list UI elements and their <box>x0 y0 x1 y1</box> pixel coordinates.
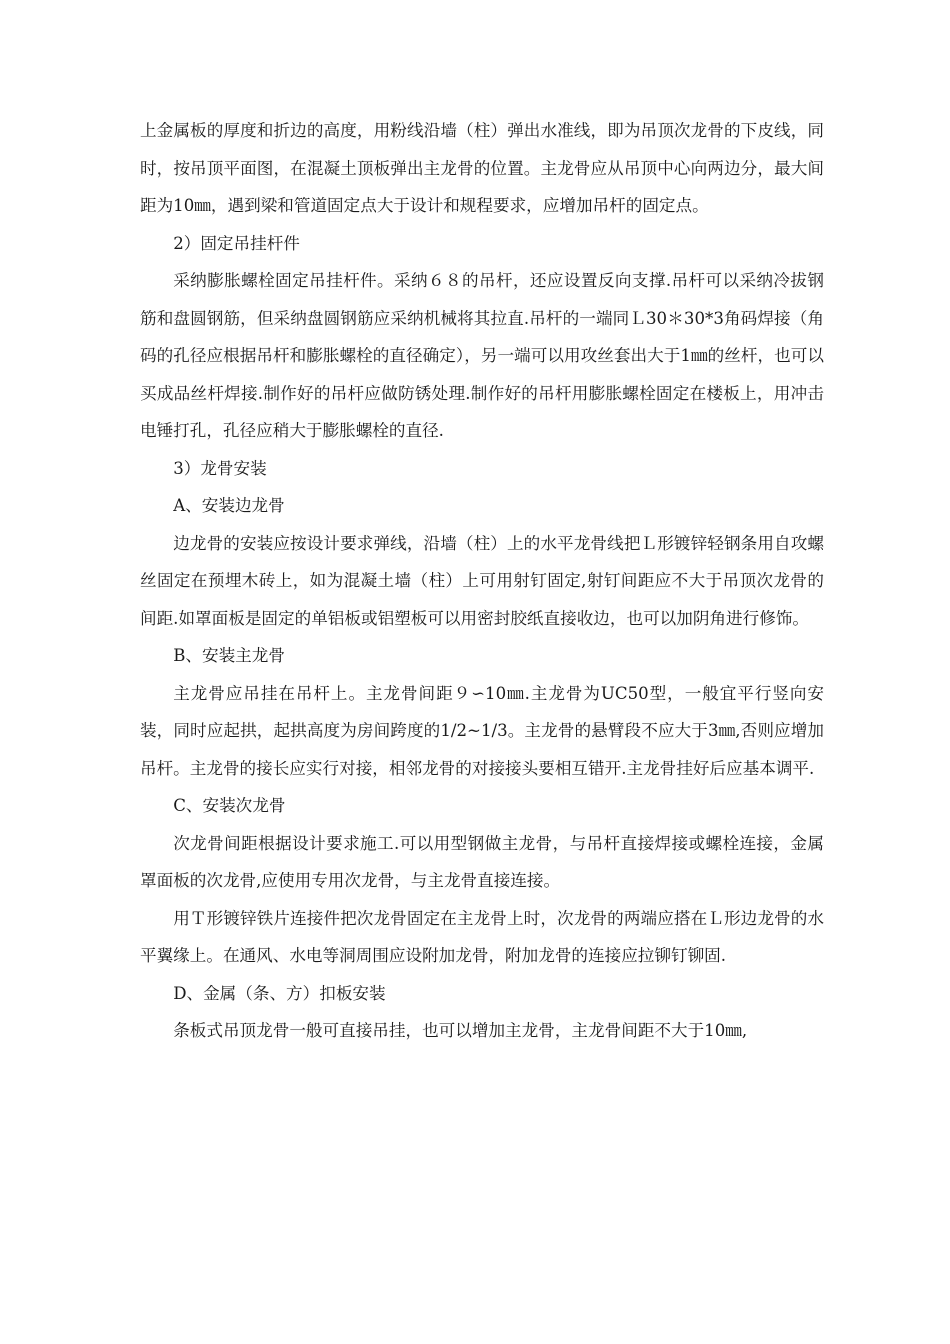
heading-edge-keel: A、安装边龙骨 <box>173 496 285 515</box>
heading-fix-hanger-rods: 2）固定吊挂杆件 <box>173 233 300 253</box>
heading-metal-panel: D、金属（条、方）扣板安装 <box>173 983 386 1003</box>
paragraph-secondary-keel: 次龙骨间距根据设计要求施工.可以用型钢做主龙骨，与吊杆直接焊接或螺栓连接，金属罩面板的次龙骨,应使用专用次龙骨，与主龙骨直接连接。 <box>140 833 824 890</box>
paragraph-main-keel: 主龙骨应吊挂在吊杆上。主龙骨间距９∽10㎜.主龙骨为UC50型，一般宜平行竖向安装，同时应起拱，起拱高度为房间跨度的1/2~1/3。主龙骨的悬臂段不应大于3㎜,否则应增加吊杆。主龙骨的接长应实行对接，相邻龙骨的对接接头要相互错开.主龙骨挂好后应基本调平. <box>140 683 824 778</box>
paragraph-t-connector: 用Ｔ形镀锌铁片连接件把次龙骨固定在主龙骨上时，次龙骨的两端应搭在Ｌ形边龙骨的水平翼缘上。在通风、水电等洞周围应设附加龙骨，附加龙骨的连接应拉铆钉铆固. <box>140 908 824 965</box>
document-body <box>140 112 824 1050</box>
heading-main-keel: B、安装主龙骨 <box>173 646 285 665</box>
paragraph-edge-keel: 边龙骨的安装应按设计要求弹线，沿墙（柱）上的水平龙骨线把Ｌ形镀锌轻钢条用自攻螺丝固定在预埋木砖上，如为混凝土墙（柱）上可用射钉固定,射钉间距应不大于吊顶次龙骨的间距.如罩面板是固定的单铝板或铝塑板可以用密封胶纸直接收边，也可以加阴角进行修饰。 <box>140 533 824 628</box>
paragraph-strip-ceiling: 条板式吊顶龙骨一般可直接吊挂，也可以增加主龙骨，主龙骨间距不大于10㎜, <box>173 1021 748 1040</box>
heading-keel-installation: 3）龙骨安装 <box>173 458 267 478</box>
heading-secondary-keel: C、安装次龙骨 <box>173 796 286 815</box>
paragraph-continuation: 上金属板的厚度和折边的高度，用粉线沿墙（柱）弹出水准线，即为吊顶次龙骨的下皮线，同时，按吊顶平面图，在混凝土顶板弹出主龙骨的位置。主龙骨应从吊顶中心向两边分，最大间距为10㎜，遇到梁和管道固定点大于设计和规程要求，应增加吊杆的固定点。 <box>140 121 824 215</box>
paragraph-hanger-rods: 采纳膨胀螺栓固定吊挂杆件。采纳６８的吊杆，还应设置反向支撑.吊杆可以采纳冷拔钢筋和盘圆钢筋，但采纳盘圆钢筋应采纳机械将其拉直.吊杆的一端同Ｌ30＊30*3角码焊接（角码的孔径应根据吊杆和膨胀螺栓的直径确定），另一端可以用攻丝套出大于1㎜的丝杆，也可以买成品丝杆焊接.制作好的吊杆应做防锈处理.制作好的吊杆用膨胀螺栓固定在楼板上，用冲击电锤打孔，孔径应稍大于膨胀螺栓的直径. <box>140 271 824 440</box>
